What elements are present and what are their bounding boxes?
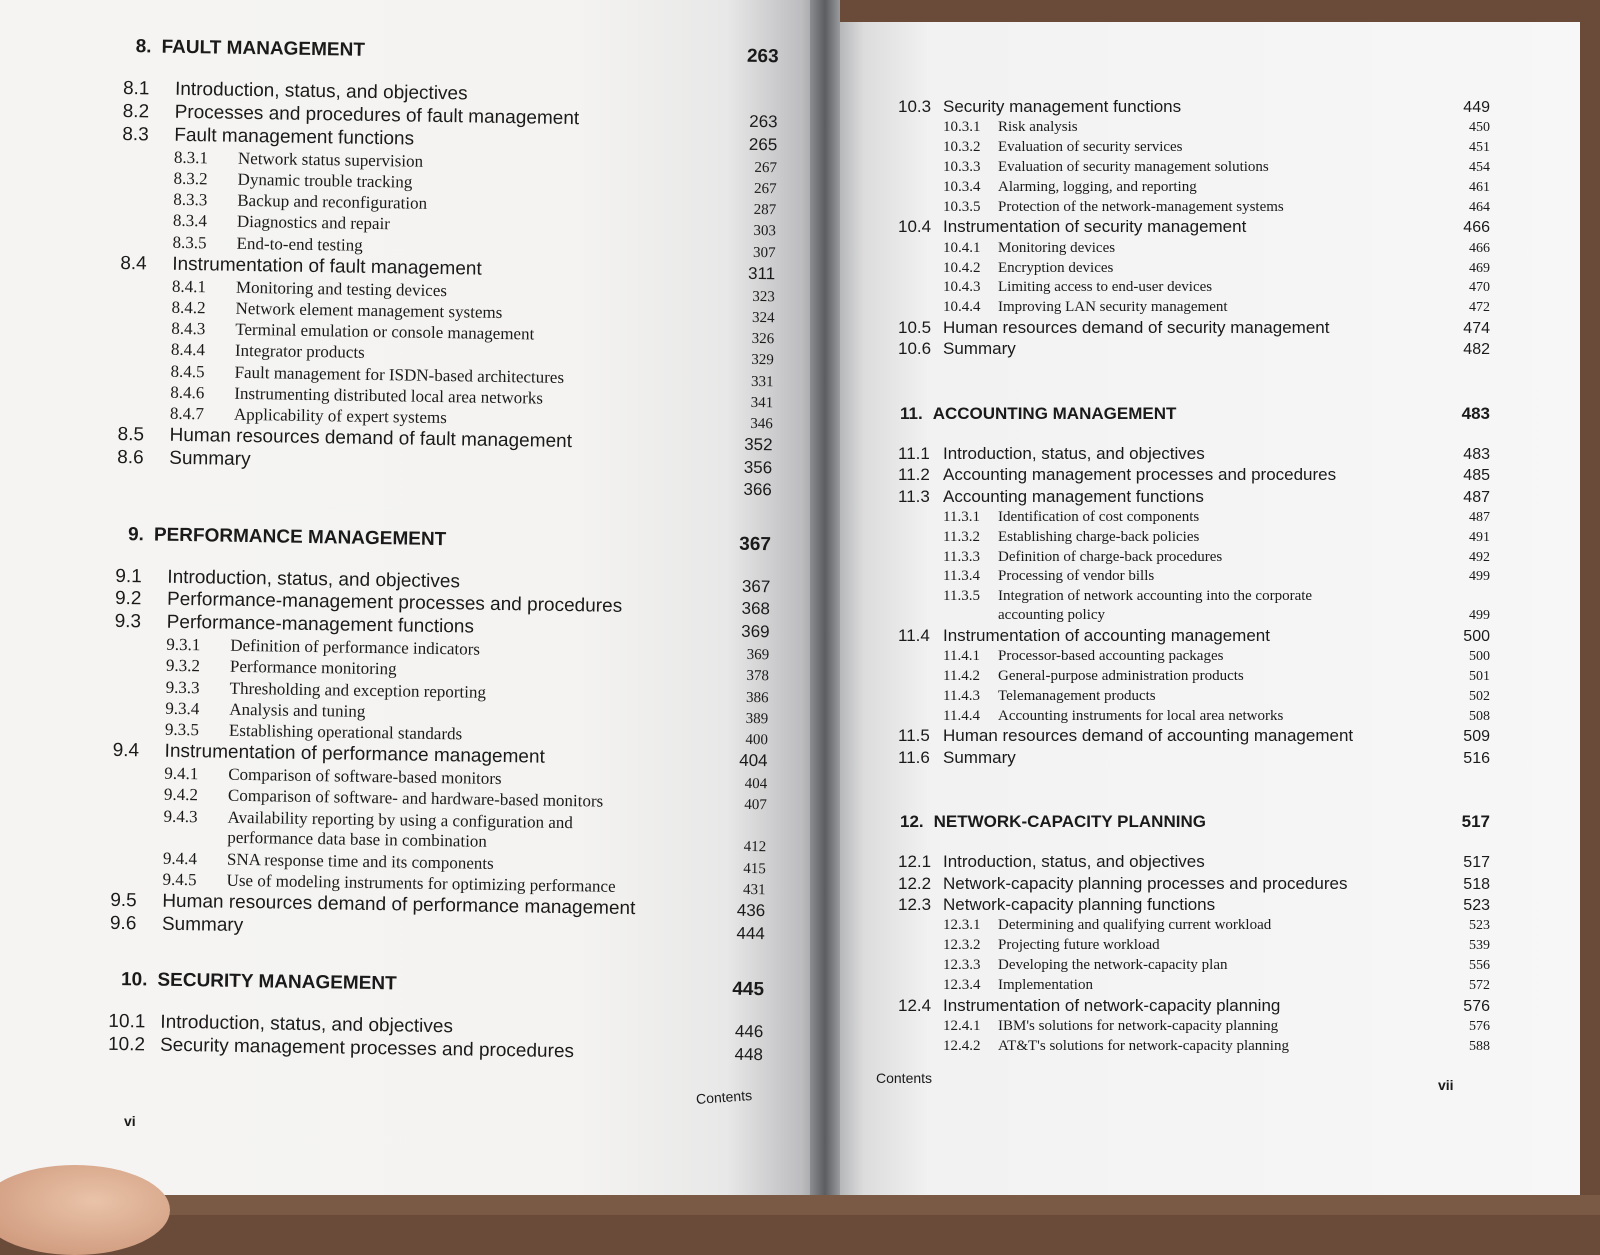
- toc-entry: [898, 278, 1490, 297]
- entry-page: 367: [741, 576, 771, 596]
- entry-page: 323: [752, 288, 775, 305]
- chapter-number: 9.: [127, 523, 145, 545]
- entry-title: Limiting access to end-user devices: [998, 279, 1213, 296]
- toc-entry: [898, 444, 1490, 464]
- entry-number: [163, 842, 227, 843]
- entry-title: Introduction, status, and objectives: [174, 78, 468, 105]
- entry-title: End-to-end testing: [236, 233, 363, 255]
- entry-title: Evaluation of security services: [998, 139, 1183, 156]
- entry-page: 346: [750, 416, 773, 433]
- entry-number: 8.6: [117, 447, 144, 469]
- entry-number: [117, 485, 169, 486]
- entry-title: AT&T's solutions for network-capacity planning: [998, 1037, 1289, 1054]
- entry-title: Definition of charge-back procedures: [998, 548, 1223, 565]
- toc-entry: [898, 1017, 1490, 1036]
- entry-page: 444: [736, 923, 766, 944]
- entry-number: 9.4.4: [162, 848, 198, 868]
- entry-page: 509: [1463, 728, 1490, 746]
- entry-page: 287: [753, 201, 777, 219]
- entry-page: 404: [744, 776, 768, 793]
- left-footer-label: Contents: [695, 1087, 753, 1107]
- entry-number: 12.3.4: [943, 976, 981, 993]
- left-page-number: vi: [124, 1113, 136, 1129]
- entry-number: 12.4.2: [943, 1037, 981, 1054]
- entry-title: Summary: [943, 339, 1016, 359]
- entry-number: 10.3.5: [943, 198, 981, 215]
- toc-entry: [898, 158, 1490, 177]
- toc-entry: [898, 118, 1490, 137]
- entry-title: Security management functions: [943, 97, 1182, 116]
- chapter-title: ACCOUNTING MANAGEMENT: [932, 403, 1177, 423]
- entry-number: 9.3: [114, 611, 142, 633]
- entry-number: 9.4: [112, 740, 140, 762]
- entry-page: 500: [1469, 649, 1490, 665]
- entry-page: 436: [736, 900, 766, 921]
- chapter-number: 10.: [120, 968, 148, 991]
- toc-entry: [898, 707, 1490, 726]
- entry-title: Human resources demand of accounting management: [943, 726, 1354, 746]
- entry-number: 10.3.3: [943, 158, 981, 175]
- entry-page: 487: [1469, 509, 1490, 525]
- entry-number: 12.3.3: [943, 957, 981, 974]
- entry-page: 491: [1469, 529, 1490, 545]
- entry-page: 366: [743, 479, 772, 500]
- entry-number: 8.4.7: [169, 403, 205, 424]
- entry-number: 12.4.1: [943, 1018, 981, 1034]
- right-footer-label: Contents: [876, 1070, 933, 1086]
- toc-entry: [898, 687, 1490, 706]
- entry-number: 12.3.1: [943, 917, 981, 934]
- entry-number: 12.1: [898, 852, 932, 872]
- chapter-page: 517: [1461, 812, 1490, 832]
- entry-page: 556: [1469, 958, 1490, 974]
- entry-title: Performance-management functions: [166, 612, 475, 638]
- entry-page: 588: [1469, 1038, 1490, 1054]
- entry-number: 8.5: [117, 424, 145, 446]
- entry-page: 539: [1469, 938, 1490, 954]
- entry-number: 10.6: [898, 339, 932, 359]
- entry-page: 576: [1463, 997, 1490, 1015]
- entry-number: 11.5: [898, 726, 930, 746]
- entry-number: 10.4.2: [943, 259, 981, 276]
- entry-number: 8.3.5: [172, 232, 207, 252]
- entry-title: Network-capacity planning processes and procedures: [943, 873, 1348, 893]
- entry-page: 523: [1463, 897, 1490, 915]
- toc-entry: [898, 996, 1490, 1016]
- entry-title: Network status supervision: [237, 148, 424, 171]
- toc-entry: [898, 874, 1490, 894]
- left-table-of-contents: [108, 28, 779, 1067]
- entry-page: 466: [1463, 219, 1490, 237]
- chapter-number: 8.: [135, 36, 152, 58]
- entry-title: Instrumentation of performance management: [164, 741, 545, 769]
- toc-entry: [898, 567, 1490, 586]
- toc-entry: [898, 667, 1490, 686]
- entry-number: 8.3.2: [173, 168, 208, 189]
- entry-title: Implementation: [998, 976, 1093, 993]
- entry-title: Instrumenting distributed local area networks: [234, 383, 544, 408]
- entry-page: 474: [1463, 319, 1490, 337]
- entry-title: Analysis and tuning: [229, 699, 366, 721]
- entry-page: 470: [1469, 280, 1490, 296]
- entry-title: Encryption devices: [998, 259, 1114, 276]
- toc-entry: [898, 97, 1490, 117]
- entry-page: 412: [743, 839, 767, 856]
- toc-entry: [898, 976, 1490, 995]
- entry-title: Performance-management processes and procedures: [166, 589, 623, 618]
- entry-number: 9.3.3: [165, 677, 200, 697]
- toc-entry: [898, 548, 1490, 567]
- entry-page: 329: [751, 352, 774, 369]
- entry-title: Protection of the network-management systems: [998, 198, 1284, 215]
- entry-title: Projecting future workload: [998, 937, 1160, 954]
- entry-title: Alarming, logging, and reporting: [998, 178, 1197, 195]
- chapter-title: SECURITY MANAGEMENT: [157, 969, 397, 995]
- entry-page: 400: [745, 731, 769, 749]
- entry-number: 11.4.1: [943, 648, 980, 665]
- table-surface: [0, 1195, 1600, 1215]
- entry-page: 483: [1463, 445, 1490, 463]
- entry-title: Human resources demand of performance management: [162, 890, 636, 920]
- toc-entry: [898, 606, 1490, 625]
- entry-number: 9.4.5: [162, 869, 197, 890]
- entry-number: 8.4.6: [170, 382, 205, 403]
- entry-number: 9.3.2: [165, 656, 201, 676]
- entry-title: [169, 486, 744, 495]
- right-table-of-contents: [898, 96, 1490, 1057]
- entry-title: Processes and procedures of fault management: [174, 101, 580, 130]
- entry-title: Evaluation of security management solutions: [998, 158, 1269, 175]
- entry-number: 8.3: [122, 123, 149, 146]
- entry-page: 501: [1469, 669, 1490, 685]
- entry-number: 9.1: [115, 565, 142, 587]
- entry-page: 469: [1469, 260, 1490, 276]
- entry-page: 482: [1463, 341, 1490, 359]
- chapter-heading: [128, 524, 771, 556]
- toc-entry: [898, 318, 1490, 338]
- entry-page: 466: [1469, 240, 1490, 256]
- thumb: [0, 1165, 170, 1255]
- entry-title: Accounting instruments for local area networks: [998, 707, 1284, 724]
- toc-entry: [898, 852, 1490, 872]
- entry-title: Network element management systems: [235, 298, 503, 322]
- entry-number: 11.6: [898, 747, 930, 767]
- entry-page: 378: [746, 668, 770, 685]
- entry-page: 461: [1469, 179, 1490, 195]
- entry-page: 311: [747, 263, 776, 284]
- entry-number: 11.4.2: [943, 668, 980, 685]
- entry-number: 11.1: [898, 443, 930, 463]
- entry-number: 11.3.3: [943, 548, 980, 565]
- entry-title: Accounting management processes and procedures: [943, 465, 1337, 485]
- entry-title: Introduction, status, and objectives: [943, 852, 1205, 872]
- entry-title: Introduction, status, and objectives: [167, 566, 461, 592]
- entry-title: Risk analysis: [998, 119, 1078, 136]
- entry-number: 11.2: [898, 465, 930, 485]
- entry-number: 8.4.1: [171, 276, 207, 296]
- entry-page: 386: [745, 689, 769, 706]
- entry-title: Developing the network-capacity plan: [998, 957, 1228, 974]
- toc-entry: [898, 259, 1490, 278]
- toc-entry: [898, 1037, 1490, 1056]
- entry-page: 324: [751, 309, 775, 327]
- chapter-page: 483: [1461, 403, 1490, 423]
- entry-title: Establishing operational standards: [228, 720, 463, 744]
- toc-entry: [898, 178, 1490, 197]
- entry-title: Comparison of software-based monitors: [228, 764, 502, 789]
- entry-title: Processing of vendor bills: [998, 568, 1155, 585]
- entry-title: accounting policy: [998, 607, 1106, 624]
- entry-page: 464: [1469, 199, 1490, 215]
- toc-entry: [898, 936, 1490, 955]
- chapter-page: 263: [746, 45, 779, 68]
- right-page-number: vii: [1438, 1077, 1454, 1093]
- entry-number: 11.3.2: [943, 528, 980, 545]
- entry-page: 516: [1463, 749, 1490, 767]
- entry-page: 407: [744, 797, 767, 814]
- entry-title: Improving LAN security management: [998, 299, 1228, 316]
- entry-number: 11.4.3: [943, 687, 980, 704]
- entry-page: 472: [1469, 300, 1490, 316]
- entry-page: 265: [748, 134, 778, 154]
- entry-page: 326: [751, 331, 775, 348]
- entry-number: 10.3.1: [943, 119, 981, 136]
- entry-number: 9.3.1: [166, 634, 201, 655]
- entry-page: 369: [741, 622, 770, 642]
- entry-page: 303: [753, 223, 777, 240]
- entry-number: 11.3.4: [943, 568, 980, 585]
- entry-title: Diagnostics and repair: [236, 212, 391, 234]
- entry-title: Introduction, status, and objectives: [943, 443, 1205, 463]
- entry-title: Instrumentation of fault management: [172, 253, 482, 280]
- entry-title: Identification of cost components: [998, 508, 1200, 525]
- entry-title: Thresholding and exception reporting: [229, 678, 487, 702]
- entry-page: 369: [746, 647, 770, 664]
- entry-page: 502: [1469, 688, 1490, 704]
- entry-page: 267: [754, 159, 778, 176]
- entry-page: 450: [1469, 120, 1490, 136]
- entry-title: Availability reporting by using a configuration and: [227, 807, 574, 832]
- entry-title: Summary: [161, 913, 244, 936]
- entry-title: Instrumentation of accounting management: [943, 625, 1270, 645]
- entry-number: 10.3.4: [943, 178, 981, 195]
- entry-number: 10.2: [107, 1033, 146, 1056]
- entry-page: 267: [753, 180, 777, 198]
- entry-title: Determining and qualifying current workload: [998, 917, 1272, 934]
- entry-number: 8.4.3: [171, 318, 206, 339]
- entry-number: 10.4.4: [943, 299, 981, 316]
- toc-entry: [898, 465, 1490, 485]
- chapter-heading: [900, 812, 1490, 832]
- entry-page: 307: [752, 244, 776, 261]
- entry-title: Accounting management functions: [943, 486, 1204, 506]
- entry-page: 451: [1469, 140, 1490, 156]
- toc-entry: [898, 647, 1490, 666]
- entry-title: Human resources demand of fault management: [169, 425, 573, 453]
- entry-title: Dynamic trouble tracking: [237, 169, 413, 192]
- book-spine: [810, 0, 840, 1215]
- entry-title: Use of modeling instruments for optimizing performance: [226, 870, 616, 896]
- entry-number: 10.4.1: [943, 239, 981, 256]
- entry-number: 8.4.5: [170, 361, 205, 381]
- entry-title: Integrator products: [234, 341, 365, 363]
- entry-page: 404: [739, 751, 768, 771]
- entry-number: 8.3.3: [173, 189, 208, 210]
- entry-number: 9.4.1: [164, 763, 199, 784]
- chapter-title: NETWORK-CAPACITY PLANNING: [933, 812, 1206, 832]
- entry-number: 12.3: [898, 895, 932, 915]
- entry-title: Processor-based accounting packages: [998, 648, 1224, 665]
- entry-page: 356: [743, 458, 773, 478]
- entry-number: 10.3.2: [943, 139, 981, 156]
- entry-number: 8.4.2: [171, 297, 206, 318]
- entry-page: 485: [1463, 467, 1490, 485]
- chapter-title: PERFORMANCE MANAGEMENT: [153, 524, 447, 550]
- entry-number: 11.3.5: [943, 588, 980, 605]
- entry-title: Terminal emulation or console management: [235, 319, 535, 344]
- entry-number: 8.4.4: [170, 340, 206, 360]
- chapter-page: 367: [739, 533, 772, 555]
- entry-page: 500: [1463, 627, 1490, 645]
- entry-title: Applicability of expert systems: [233, 404, 448, 428]
- entry-number: 10.3: [898, 97, 932, 116]
- entry-page: 454: [1469, 159, 1490, 175]
- entry-title: Establishing charge-back policies: [998, 528, 1200, 545]
- entry-page: 352: [744, 435, 773, 455]
- entry-page: 331: [750, 373, 774, 390]
- toc-entry: [898, 138, 1490, 157]
- entry-page: 499: [1469, 608, 1490, 624]
- toc-entry: [898, 198, 1490, 217]
- entry-page: 389: [745, 710, 769, 728]
- entry-title: Definition of performance indicators: [230, 635, 481, 659]
- entry-number: 8.3.1: [173, 147, 209, 167]
- entry-page: 341: [750, 394, 774, 412]
- entry-number: 10.4: [898, 217, 932, 237]
- entry-number: 9.2: [114, 588, 142, 610]
- chapter-number: 12.: [900, 812, 924, 832]
- entry-number: 11.4.4: [943, 707, 980, 724]
- toc-entry: [898, 626, 1490, 646]
- entry-number: 8.4: [120, 252, 147, 275]
- toc-entry: [898, 587, 1490, 605]
- entry-page: 572: [1469, 977, 1490, 993]
- toc-entry: [898, 239, 1490, 258]
- entry-number: 10.1: [108, 1010, 146, 1033]
- entry-page: 415: [743, 860, 766, 877]
- chapter-heading: [900, 404, 1490, 424]
- entry-page: 431: [742, 881, 766, 898]
- toc-entry: [898, 748, 1490, 768]
- entry-title: IBM's solutions for network-capacity planning: [998, 1018, 1279, 1034]
- toc-entry: [898, 726, 1490, 746]
- entry-title: Security management processes and procedures: [159, 1034, 575, 1062]
- entry-number: 8.3.4: [172, 211, 208, 231]
- entry-title: Network-capacity planning functions: [943, 895, 1216, 915]
- chapter-heading: [136, 36, 779, 68]
- chapter-page: 445: [732, 978, 765, 1000]
- toc-entry: [898, 508, 1490, 527]
- entry-number: 12.4: [898, 995, 932, 1015]
- entry-page: 263: [749, 111, 778, 132]
- toc-entry: [898, 487, 1490, 507]
- entry-page: 487: [1463, 488, 1490, 506]
- entry-number: 8.1: [122, 77, 150, 100]
- entry-title: Introduction, status, and objectives: [160, 1011, 454, 1038]
- entry-title: Telemanagement products: [998, 687, 1156, 704]
- entry-title: Monitoring and testing devices: [235, 277, 448, 300]
- entry-number: 9.4.3: [163, 806, 198, 826]
- entry-title: SNA response time and its components: [226, 849, 494, 873]
- entry-number: 12.3.2: [943, 937, 981, 954]
- entry-title: Instrumentation of network-capacity planning: [943, 995, 1281, 1015]
- entry-title: Summary: [943, 747, 1016, 767]
- entry-title: Integration of network accounting into the corporate: [998, 588, 1313, 605]
- toc-entry: [898, 298, 1490, 317]
- entry-page: 492: [1469, 549, 1490, 565]
- entry-number: 10.4.3: [943, 279, 981, 296]
- chapter-title: FAULT MANAGEMENT: [161, 36, 366, 61]
- toc-entry: [898, 956, 1490, 975]
- chapter-heading: [121, 969, 764, 1001]
- entry-title: Fault management for ISDN-based architectures: [234, 362, 565, 387]
- entry-page: 499: [1469, 569, 1490, 585]
- entry-title: Fault management functions: [174, 124, 415, 150]
- entry-title: Instrumentation of security management: [943, 217, 1247, 237]
- entry-title: Summary: [169, 447, 251, 471]
- chapter-number: 11.: [900, 403, 923, 423]
- entry-page: 508: [1469, 708, 1490, 724]
- entry-page: 576: [1469, 1019, 1490, 1034]
- entry-title: General-purpose administration products: [998, 668, 1244, 685]
- toc-entry: [898, 895, 1490, 915]
- entry-page: 446: [734, 1021, 764, 1041]
- toc-entry: [898, 217, 1490, 237]
- entry-number: 12.2: [898, 873, 932, 893]
- toc-entry: [898, 528, 1490, 547]
- entry-number: 9.6: [109, 912, 137, 935]
- entry-number: 9.3.4: [165, 698, 200, 719]
- entry-number: 11.4: [898, 625, 930, 645]
- entry-number: 11.3: [898, 486, 930, 506]
- entry-page: 517: [1463, 854, 1490, 872]
- entry-number: 8.2: [122, 100, 150, 123]
- toc-entry: [898, 916, 1490, 935]
- entry-number: 10.5: [898, 317, 932, 337]
- entry-page: 449: [1463, 99, 1490, 116]
- entry-page: 518: [1463, 875, 1490, 893]
- entry-title: Backup and reconfiguration: [237, 190, 428, 213]
- entry-page: 523: [1469, 918, 1490, 934]
- toc-entry: [898, 339, 1490, 359]
- entry-title: performance data base in combination: [227, 828, 488, 852]
- entry-number: 9.4.2: [163, 785, 199, 805]
- entry-title: Comparison of software- and hardware-based monitors: [227, 786, 604, 812]
- entry-number: 9.3.5: [164, 719, 200, 740]
- entry-page: 448: [734, 1044, 764, 1064]
- entry-title: Monitoring devices: [998, 239, 1116, 256]
- entry-title: Human resources demand of security management: [943, 317, 1330, 337]
- entry-number: 9.5: [110, 889, 137, 912]
- entry-title: Performance monitoring: [229, 657, 397, 679]
- entry-number: 11.3.1: [943, 508, 980, 525]
- entry-page: 368: [741, 599, 771, 619]
